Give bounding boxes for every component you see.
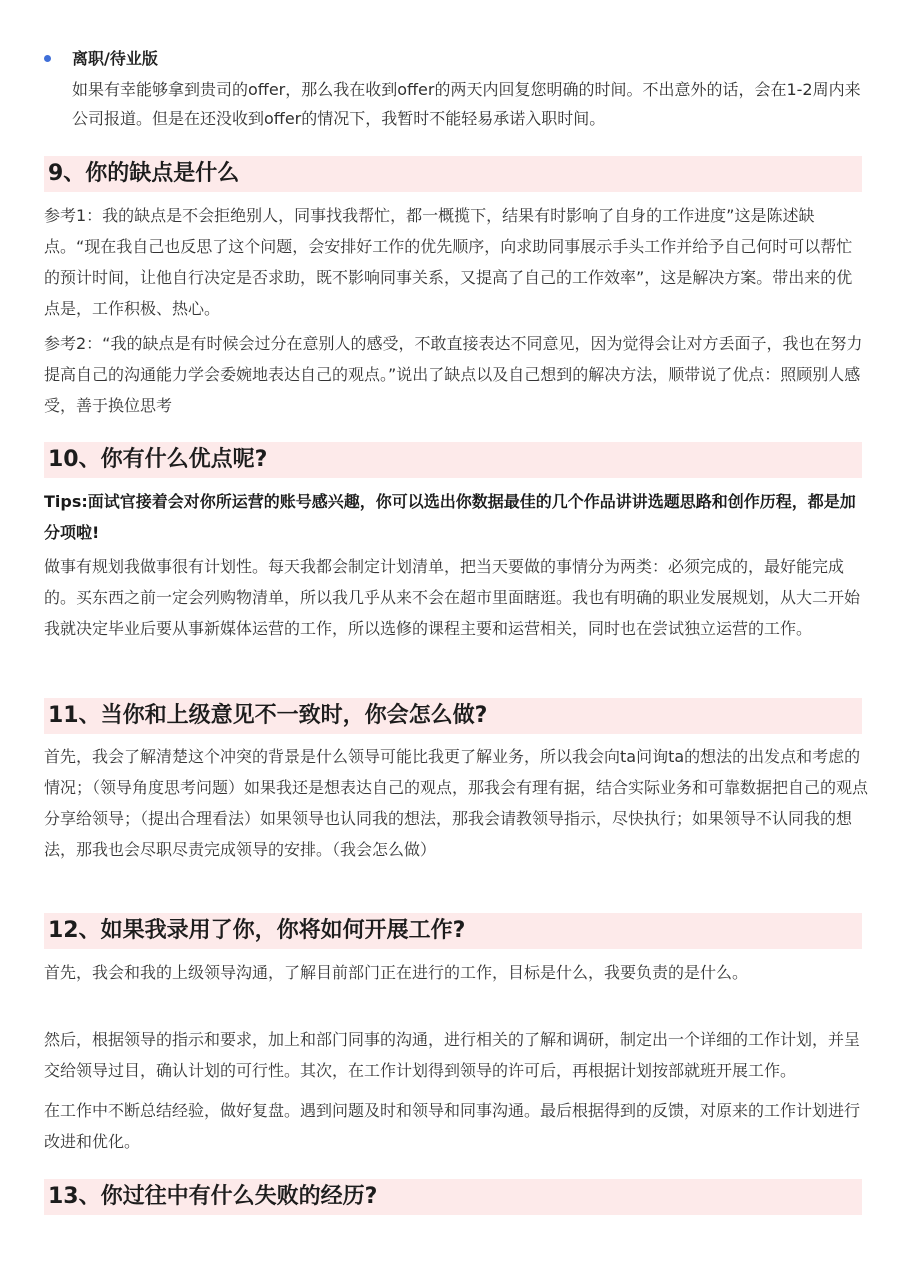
heading-q10: 10、你有什么优点呢? — [44, 442, 862, 478]
q12-paragraph-3: 在工作中不断总结经验，做好复盘。遇到问题及时和领导和同事沟通。最后根据得到的反馈，对原来的工作计划进行改进和优化。 — [44, 1101, 861, 1151]
q11-paragraph-1: 首先，我会了解清楚这个冲突的背景是什么领导可能比我更了解业务，所以我会向ta问询ta的想法的出发点和考虑的情况；（领导角度思考问题）如果我还是想表达自己的观点，那我会有理有据，结合实际业务和可靠数据把自己的观点分享给领导；（提出合理看法）如果领导也认同我的想法，那我会请教领导指示，尽快执行；如果领导不认同我的想法，那我也会尽职尽责完成领导的安排。（我会怎么做） — [44, 747, 869, 859]
q10-tips: Tips:面试官接着会对你所运营的账号感兴趣，你可以选出你数据最佳的几个作品讲讲选题思路和创作历程，都是加分项啦! — [44, 492, 856, 542]
q12-paragraph-1: 首先，我会和我的上级领导沟通，了解目前部门正在进行的工作，目标是什么，我要负责的是什么。 — [44, 963, 749, 982]
heading-q9: 9、你的缺点是什么 — [44, 156, 862, 192]
q9-paragraph-2: 参考2：“我的缺点是有时候会过分在意别人的感受，不敢直接表达不同意见，因为觉得会让对方丢面子，我也在努力提高自己的沟通能力学会委婉地表达自己的观点。”说出了缺点以及自己想到的解决方法，顺带说了优点：照顾别人感受，善于换位思考 — [44, 334, 863, 415]
q12-paragraph-2: 然后，根据领导的指示和要求，加上和部门同事的沟通，进行相关的了解和调研，制定出一个详细的工作计划，并呈交给领导过目，确认计划的可行性。其次，在工作计划得到领导的许可后，再根据计划按部就班开展工作。 — [44, 1030, 861, 1080]
heading-q11: 11、当你和上级意见不一致时，你会怎么做? — [44, 698, 862, 734]
bullet-dot-icon — [44, 55, 51, 62]
q10-paragraph-1: 做事有规划我做事很有计划性。每天我都会制定计划清单，把当天要做的事情分为两类：必须完成的，最好能完成的。买东西之前一定会列购物清单，所以我几乎从来不会在超市里面瞎逛。我也有明确的职业发展规划，从大二开始我就决定毕业后要从事新媒体运营的工作，所以选修的课程主要和运营相关，同时也在尝试独立运营的工作。 — [44, 557, 861, 638]
heading-q13: 13、你过往中有什么失败的经历? — [44, 1179, 862, 1215]
bullet-item-resigned — [44, 46, 874, 133]
q9-paragraph-1: 参考1：我的缺点是不会拒绝别人，同事找我帮忙，都一概揽下，结果有时影响了自身的工作进度”这是陈述缺点。“现在我自己也反思了这个问题，会安排好工作的优先顺序，向求助同事展示手头工作并给予自己何时可以帮忙的预计时间，让他自行决定是否求助，既不影响同事关系，又提高了自己的工作效率”，这是解决方案。带出来的优点是，工作积极、热心。 — [44, 206, 853, 318]
bullet-text: 如果有幸能够拿到贵司的offer，那么我在收到offer的两天内回复您明确的时间。不出意外的话，会在1-2周内来公司报道。但是在还没收到offer的情况下，我暂时不能轻易承诺入职时间。 — [72, 80, 861, 128]
heading-q12: 12、如果我录用了你，你将如何开展工作? — [44, 913, 862, 949]
bullet-title: 离职/待业版 — [72, 49, 158, 68]
